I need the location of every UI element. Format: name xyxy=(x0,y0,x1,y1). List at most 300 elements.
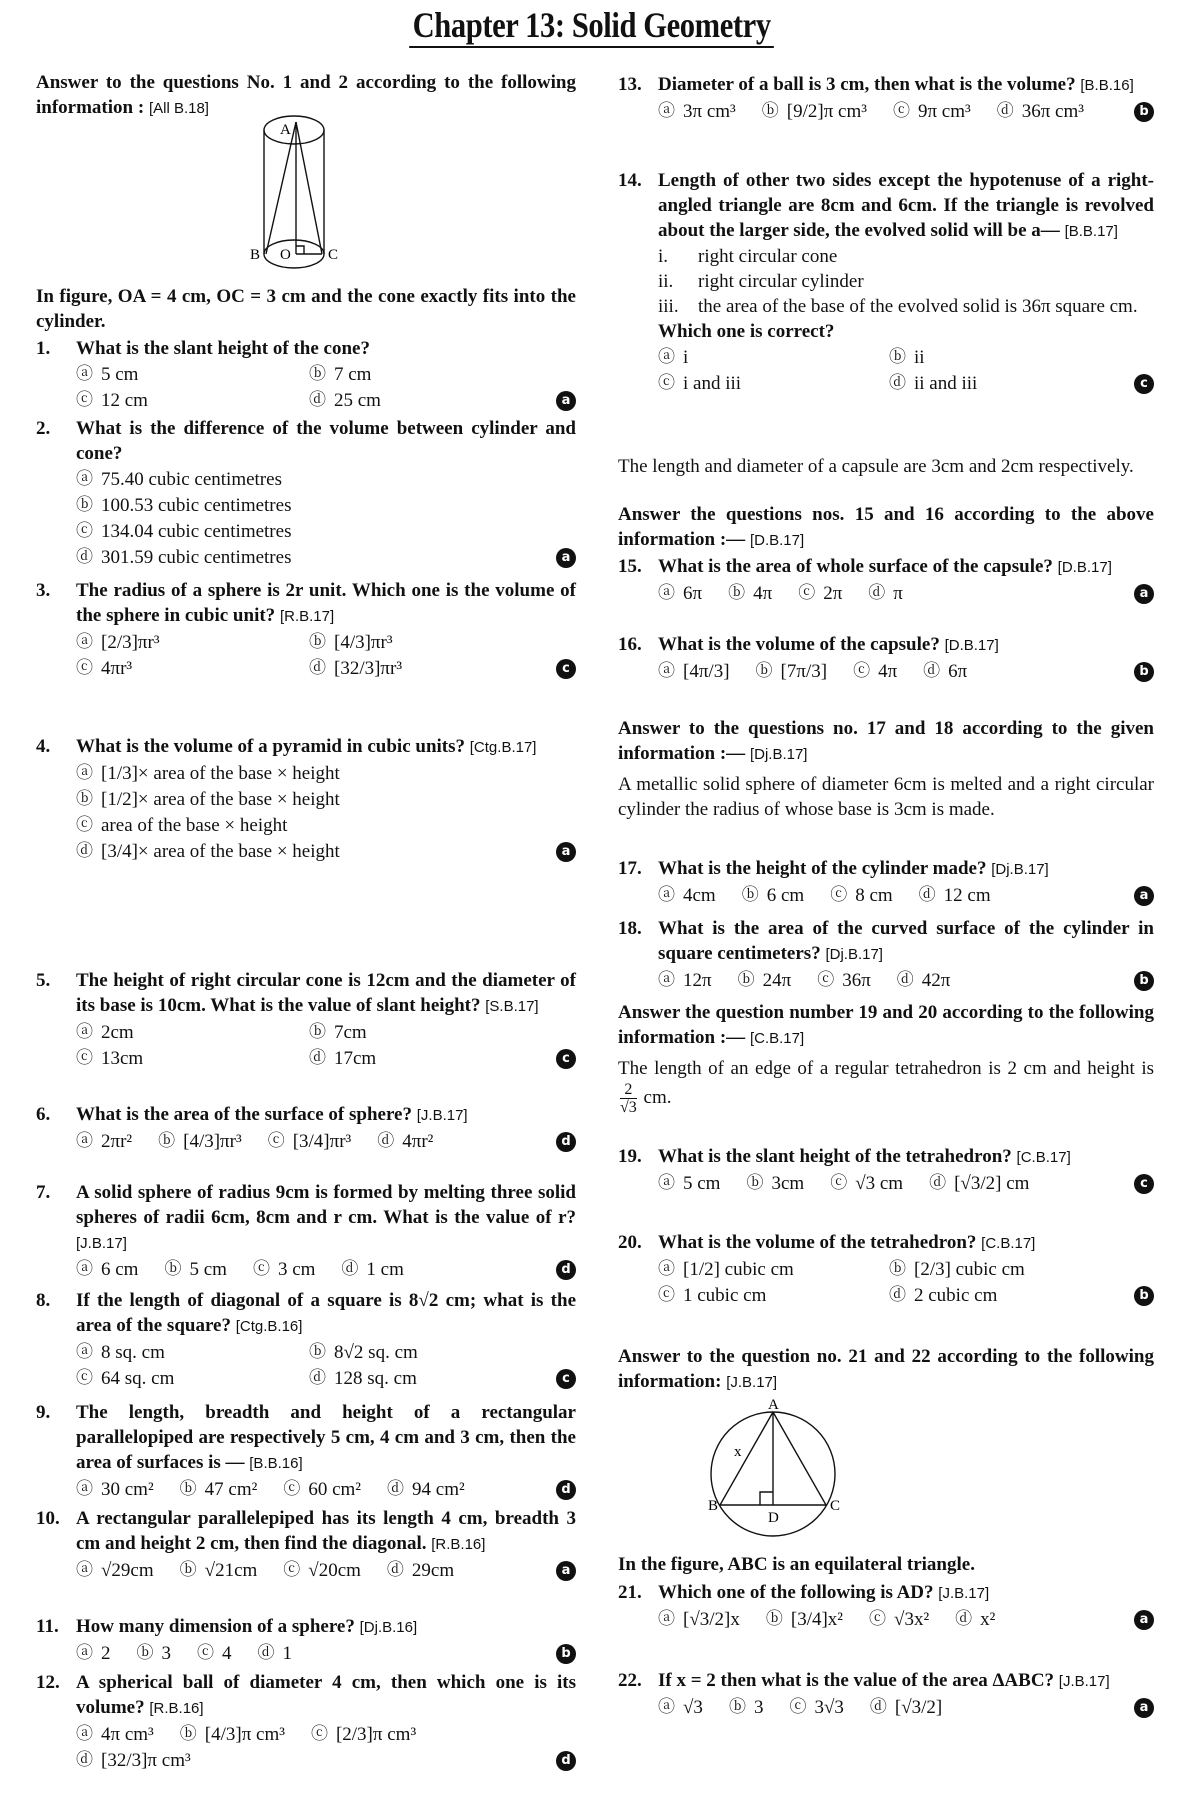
option-a[interactable] xyxy=(658,344,889,370)
question-stem: What is the slant height of the cone? xyxy=(76,338,370,359)
options-list xyxy=(76,1256,576,1282)
intro-text xyxy=(618,502,1154,553)
option-c[interactable] xyxy=(853,658,897,684)
option-d[interactable] xyxy=(923,658,967,684)
option-c[interactable] xyxy=(658,370,889,396)
options-list xyxy=(76,1721,576,1773)
svg-text:C: C xyxy=(830,1498,841,1514)
option-text: 75.40 cubic centimetres xyxy=(101,468,282,490)
option-text: 6 cm xyxy=(101,1258,139,1280)
option-letter-c-icon: ⓒ xyxy=(252,1258,270,1279)
answer-badge: d xyxy=(556,1132,576,1152)
intro-text xyxy=(618,1000,1154,1051)
option-b[interactable] xyxy=(746,1170,804,1196)
option-text: 25 cm xyxy=(334,389,381,411)
answer-badge: c xyxy=(556,659,576,679)
question-stem: The radius of a sphere is 2r unit. Which one is the volume of the sphere in cubic unit? xyxy=(76,580,576,626)
intro-sentence: In figure, OA = 4 cm, OC = 3 cm and the cone exactly fits into the cylinder. xyxy=(36,286,576,332)
chapter-title: Chapter 13: Solid Geometry xyxy=(410,4,775,48)
question-text xyxy=(76,1400,576,1476)
option-text: ii and iii xyxy=(914,372,978,394)
option-c[interactable] xyxy=(76,655,309,681)
answer-badge: b xyxy=(1134,662,1154,682)
question-text xyxy=(658,1580,1154,1606)
option-d[interactable] xyxy=(387,1476,465,1502)
option-letter-d-icon: ⓓ xyxy=(996,100,1014,121)
option-a[interactable] xyxy=(76,1476,154,1502)
option-letter-a-icon: ⓐ xyxy=(658,582,675,603)
option-a[interactable] xyxy=(76,760,542,786)
option-letter-c-icon: ⓒ xyxy=(267,1130,285,1151)
board-reference: [Dj.B.17] xyxy=(749,746,808,763)
question-body xyxy=(618,1580,1154,1632)
option-b[interactable] xyxy=(180,1476,258,1502)
question-number: 14. xyxy=(618,170,642,191)
option-letter-b-icon: ⓑ xyxy=(309,631,326,652)
question-17 xyxy=(618,856,1154,908)
option-text: 2π xyxy=(823,582,843,604)
option-c[interactable] xyxy=(197,1640,232,1666)
option-text: 6π xyxy=(948,660,968,682)
question-1 xyxy=(36,336,576,413)
option-d[interactable] xyxy=(955,1606,995,1632)
option-c[interactable] xyxy=(253,1256,315,1282)
question-text xyxy=(76,578,576,629)
answer-badge: c xyxy=(1134,374,1154,394)
figure-block xyxy=(36,112,576,279)
question-text xyxy=(658,632,1154,658)
question-stem: A spherical ball of diameter 4 cm, then which one is its volume? xyxy=(76,1672,576,1718)
option-c[interactable] xyxy=(817,967,871,993)
option-a[interactable] xyxy=(658,1606,740,1632)
option-letter-c-icon: ⓒ xyxy=(789,1696,807,1717)
option-c[interactable] xyxy=(869,1606,929,1632)
option-c[interactable] xyxy=(893,98,971,124)
option-letter-a-icon: ⓐ xyxy=(76,468,93,489)
intro-text xyxy=(618,716,1154,767)
option-c[interactable] xyxy=(830,1170,903,1196)
option-letter-b-icon: ⓑ xyxy=(164,1258,182,1279)
board-reference: [C.B.17] xyxy=(749,1030,805,1047)
option-a[interactable] xyxy=(658,1694,703,1720)
option-letter-b-icon: ⓑ xyxy=(765,1608,783,1629)
option-c[interactable] xyxy=(268,1128,352,1154)
option-a[interactable] xyxy=(658,967,712,993)
option-letter-d-icon: ⓓ xyxy=(918,884,936,905)
statement-number: ii. xyxy=(658,271,674,292)
option-letter-a-icon: ⓐ xyxy=(658,884,675,905)
option-a[interactable] xyxy=(658,1170,720,1196)
option-d[interactable] xyxy=(889,370,1120,396)
option-d[interactable] xyxy=(377,1128,433,1154)
option-a[interactable] xyxy=(76,1019,309,1045)
option-letter-a-icon: ⓐ xyxy=(658,1696,675,1717)
question-prompt: Which one is correct? xyxy=(658,321,835,342)
option-letter-b-icon: ⓑ xyxy=(728,582,746,603)
info-text xyxy=(618,1056,1154,1116)
board-reference: [R.B.17] xyxy=(279,608,335,625)
option-text: 3cm xyxy=(771,1172,805,1194)
option-d[interactable] xyxy=(76,544,542,570)
question-number: 10. xyxy=(36,1508,60,1529)
option-b[interactable] xyxy=(766,1606,843,1632)
option-text: i xyxy=(683,346,689,368)
option-letter-a-icon: ⓐ xyxy=(76,1130,93,1151)
option-letter-c-icon: ⓒ xyxy=(310,1723,328,1744)
option-a[interactable] xyxy=(76,1557,154,1583)
option-a[interactable] xyxy=(658,658,730,684)
question-body xyxy=(36,336,576,413)
question-text xyxy=(76,416,576,466)
options-list xyxy=(76,1019,576,1071)
option-d[interactable] xyxy=(76,1747,191,1773)
statement xyxy=(658,294,1154,319)
option-text: 29cm xyxy=(411,1559,455,1581)
option-b[interactable] xyxy=(180,1557,258,1583)
answer-badge: a xyxy=(556,1561,576,1581)
option-d[interactable] xyxy=(897,967,951,993)
option-text: 36π xyxy=(842,969,871,991)
question-6 xyxy=(36,1102,576,1154)
option-c[interactable] xyxy=(830,882,892,908)
option-a[interactable] xyxy=(658,882,716,908)
options-list xyxy=(76,1476,576,1502)
option-b[interactable] xyxy=(889,344,1120,370)
option-text: 301.59 cubic centimetres xyxy=(101,546,292,568)
option-d[interactable] xyxy=(309,387,542,413)
intro-block xyxy=(618,1344,1154,1395)
question-body xyxy=(618,1144,1154,1196)
option-letter-c-icon: ⓒ xyxy=(658,1284,675,1305)
question-stem: Length of other two sides except the hypotenuse of a right-angled triangle are 8cm and 6cm. If the triangle is revolved about the larger side, the evolved solid will be a— xyxy=(658,170,1154,241)
option-text: x² xyxy=(980,1608,996,1630)
option-letter-b-icon: ⓑ xyxy=(309,363,326,384)
answer-badge: d xyxy=(556,1260,576,1280)
option-a[interactable] xyxy=(76,1256,138,1282)
option-text: [√3/2] cm xyxy=(954,1172,1030,1194)
question-stem: What is the area of the curved surface of the cylinder in square centimeters? xyxy=(658,918,1154,964)
statement-number: i. xyxy=(658,246,669,267)
options-list xyxy=(658,580,1154,606)
question-19 xyxy=(618,1144,1154,1196)
options-list xyxy=(76,1640,576,1666)
options-list xyxy=(658,1606,1154,1632)
option-b[interactable] xyxy=(137,1640,172,1666)
options-list xyxy=(76,1339,576,1391)
option-letter-d-icon: ⓓ xyxy=(386,1559,404,1580)
statement xyxy=(658,269,1154,294)
answer-badge: b xyxy=(1134,1286,1154,1306)
options-list xyxy=(658,967,1154,993)
option-b[interactable] xyxy=(180,1721,285,1747)
option-b[interactable] xyxy=(742,882,804,908)
option-b[interactable] xyxy=(309,1339,542,1365)
question-number: 1. xyxy=(36,338,51,359)
option-d[interactable] xyxy=(341,1256,403,1282)
option-letter-c-icon: ⓒ xyxy=(76,1047,93,1068)
question-number: 21. xyxy=(618,1582,642,1603)
option-c[interactable] xyxy=(76,518,542,544)
statement-text: right circular cone xyxy=(698,246,838,267)
option-b[interactable] xyxy=(309,1019,542,1045)
option-d[interactable] xyxy=(309,1045,542,1071)
answer-badge: a xyxy=(556,391,576,411)
option-d[interactable] xyxy=(387,1557,454,1583)
question-5 xyxy=(36,968,576,1071)
question-text xyxy=(76,1614,576,1640)
info-block xyxy=(618,454,1154,479)
option-c[interactable] xyxy=(311,1721,416,1747)
question-body xyxy=(618,916,1154,993)
option-letter-d-icon: ⓓ xyxy=(923,660,941,681)
question-stem: What is the area of whole surface of the capsule? xyxy=(658,556,1053,577)
question-stem: How many dimension of a sphere? xyxy=(76,1616,355,1637)
options-list xyxy=(76,466,576,570)
option-a[interactable] xyxy=(76,1640,111,1666)
question-number: 6. xyxy=(36,1104,51,1125)
option-text: 3 cm xyxy=(277,1258,316,1280)
option-text: 6π xyxy=(683,582,703,604)
option-c[interactable] xyxy=(76,1045,309,1071)
option-text: 5 cm xyxy=(189,1258,227,1280)
option-letter-b-icon: ⓑ xyxy=(889,346,906,367)
option-d[interactable] xyxy=(870,1694,942,1720)
option-letter-b-icon: ⓑ xyxy=(309,1021,326,1042)
question-stem: The length, breadth and height of a rectangular parallelopiped are respectively 5 cm, 4 cm and 3 cm, then the area of surfaces is — xyxy=(76,1402,576,1473)
question-number: 7. xyxy=(36,1182,51,1203)
answer-badge: c xyxy=(1134,1174,1154,1194)
option-letter-c-icon: ⓒ xyxy=(869,1608,887,1629)
option-letter-b-icon: ⓑ xyxy=(179,1478,197,1499)
intro-sentence: Answer to the question no. 21 and 22 according to the following information: xyxy=(618,1346,1154,1392)
option-text: 2cm xyxy=(101,1021,134,1043)
text-run: cm. xyxy=(638,1086,672,1108)
option-text: [3/4]πr³ xyxy=(292,1130,352,1152)
option-text: 9π cm³ xyxy=(917,100,971,122)
statement-text: right circular cylinder xyxy=(698,271,864,292)
option-text: 7 cm xyxy=(334,363,372,385)
option-letter-c-icon: ⓒ xyxy=(283,1478,301,1499)
option-letter-c-icon: ⓒ xyxy=(853,660,871,681)
option-d[interactable] xyxy=(76,838,542,864)
question-text xyxy=(76,968,576,1019)
option-text: √29cm xyxy=(101,1559,154,1581)
answer-badge: a xyxy=(1134,1610,1154,1630)
question-12 xyxy=(36,1670,576,1773)
option-a[interactable] xyxy=(76,361,309,387)
intro-sentence: In the figure, ABC is an equilateral triangle. xyxy=(618,1554,975,1575)
option-letter-a-icon: ⓐ xyxy=(658,969,675,990)
option-letter-a-icon: ⓐ xyxy=(658,1172,675,1193)
option-b[interactable] xyxy=(76,492,542,518)
option-a[interactable] xyxy=(76,1721,154,1747)
option-letter-a-icon: ⓐ xyxy=(76,1642,93,1663)
board-reference: [B.B.16] xyxy=(1080,77,1134,94)
question-number: 18. xyxy=(618,918,642,939)
option-letter-a-icon: ⓐ xyxy=(658,346,675,367)
svg-text:D: D xyxy=(768,1510,779,1526)
question-stem: Diameter of a ball is 3 cm, then what is the volume? xyxy=(658,74,1076,95)
board-reference: [R.B.16] xyxy=(149,1700,204,1717)
option-letter-a-icon: ⓐ xyxy=(76,631,93,652)
option-text: 7cm xyxy=(334,1021,367,1043)
board-reference: [R.B.16] xyxy=(431,1536,486,1553)
option-text: 8 cm xyxy=(855,884,893,906)
option-b[interactable] xyxy=(158,1128,242,1154)
option-letter-a-icon: ⓐ xyxy=(658,100,675,121)
option-b[interactable] xyxy=(164,1256,226,1282)
intro-block xyxy=(618,1552,1154,1577)
option-text: 12π xyxy=(683,969,712,991)
question-body xyxy=(36,416,576,570)
option-b[interactable] xyxy=(729,1694,764,1720)
intro-sentence: Answer the question number 19 and 20 according to the following information :— xyxy=(618,1002,1154,1048)
question-body xyxy=(36,1670,576,1773)
question-18 xyxy=(618,916,1154,993)
option-a[interactable] xyxy=(76,629,309,655)
option-text: 4cm xyxy=(683,884,716,906)
option-letter-c-icon: ⓒ xyxy=(76,389,93,410)
answer-badge: b xyxy=(1134,971,1154,991)
option-c[interactable] xyxy=(283,1476,361,1502)
intro-block xyxy=(618,716,1154,767)
question-stem: The height of right circular cone is 12cm and the diameter of its base is 10cm. What is the value of slant height? xyxy=(76,970,576,1016)
intro-sentence: Answer to the questions No. 1 and 2 according to the following information : xyxy=(36,72,576,118)
board-reference: [S.B.17] xyxy=(485,998,539,1015)
question-body xyxy=(618,632,1154,684)
fraction-denominator: √3 xyxy=(620,1099,637,1116)
question-stem: A rectangular parallelepiped has its length 4 cm, breadth 3 cm and height 2 cm, then find the diagonal. xyxy=(76,1508,576,1554)
option-letter-b-icon: ⓑ xyxy=(76,494,93,515)
option-letter-b-icon: ⓑ xyxy=(728,1696,746,1717)
question-20 xyxy=(618,1230,1154,1308)
option-b[interactable] xyxy=(889,1256,1120,1282)
option-d[interactable] xyxy=(929,1170,1029,1196)
board-reference: [C.B.17] xyxy=(981,1235,1036,1252)
option-a[interactable] xyxy=(658,580,702,606)
question-text xyxy=(658,1144,1154,1170)
option-text: √3 cm xyxy=(855,1172,904,1194)
option-c[interactable] xyxy=(76,1365,309,1391)
options-list xyxy=(658,1256,1154,1308)
question-11 xyxy=(36,1614,576,1666)
option-a[interactable] xyxy=(658,98,736,124)
option-d[interactable] xyxy=(258,1640,293,1666)
option-b[interactable] xyxy=(756,658,828,684)
question-text xyxy=(658,72,1154,98)
option-c[interactable] xyxy=(658,1282,889,1308)
option-d[interactable] xyxy=(868,580,903,606)
question-number: 15. xyxy=(618,556,642,577)
option-text: 4 xyxy=(222,1642,232,1664)
option-letter-b-icon: ⓑ xyxy=(76,788,93,809)
option-b[interactable] xyxy=(762,98,867,124)
svg-text:B: B xyxy=(708,1498,719,1514)
option-letter-c-icon: ⓒ xyxy=(197,1642,214,1663)
option-a[interactable] xyxy=(76,1128,132,1154)
option-text: [1/2] cubic cm xyxy=(683,1258,794,1280)
question-body xyxy=(36,968,576,1071)
question-stem: What is the area of the surface of sphere? xyxy=(76,1104,412,1125)
option-d[interactable] xyxy=(309,1365,542,1391)
answer-badge: a xyxy=(556,548,576,568)
board-reference: [J.B.17] xyxy=(1058,1673,1110,1690)
option-text: [2/3]πr³ xyxy=(101,631,160,653)
option-letter-c-icon: ⓒ xyxy=(76,814,93,835)
option-d[interactable] xyxy=(997,98,1084,124)
answer-badge: a xyxy=(1134,886,1154,906)
option-letter-b-icon: ⓑ xyxy=(741,884,759,905)
option-text: [4/3]πr³ xyxy=(334,631,393,653)
question-stem: What is the volume of the tetrahedron? xyxy=(658,1232,977,1253)
option-b[interactable] xyxy=(76,786,542,812)
svg-text:O: O xyxy=(280,247,291,263)
option-a[interactable] xyxy=(76,1339,309,1365)
option-b[interactable] xyxy=(309,629,542,655)
option-text: 1 xyxy=(282,1642,292,1664)
question-body xyxy=(36,1506,576,1583)
option-letter-b-icon: ⓑ xyxy=(309,1341,326,1362)
board-reference: [Dj.B.17] xyxy=(991,861,1049,878)
svg-text:x: x xyxy=(734,1444,742,1460)
board-reference: [J.B.17] xyxy=(76,1235,127,1252)
fraction-numerator: 2 xyxy=(620,1081,637,1099)
option-c[interactable] xyxy=(76,812,542,838)
question-number: 12. xyxy=(36,1672,60,1693)
option-b[interactable] xyxy=(728,580,772,606)
board-reference: [D.B.17] xyxy=(749,532,805,549)
option-d[interactable] xyxy=(309,655,542,681)
option-d[interactable] xyxy=(889,1282,1120,1308)
circle-triangle-figure xyxy=(618,1398,1154,1546)
option-a[interactable] xyxy=(658,1256,889,1282)
option-d[interactable] xyxy=(919,882,991,908)
intro-block xyxy=(618,1000,1154,1051)
option-text: 1 cubic cm xyxy=(683,1284,767,1306)
option-c[interactable] xyxy=(76,387,309,413)
option-b[interactable] xyxy=(309,361,542,387)
option-text: [√3/2]x xyxy=(683,1608,740,1630)
question-text xyxy=(658,1668,1154,1694)
option-letter-b-icon: ⓑ xyxy=(158,1130,176,1151)
question-10 xyxy=(36,1506,576,1583)
question-22 xyxy=(618,1668,1154,1720)
question-number: 16. xyxy=(618,634,642,655)
option-letter-c-icon: ⓒ xyxy=(76,657,93,678)
option-c[interactable] xyxy=(789,1694,843,1720)
option-text: 4πr² xyxy=(402,1130,434,1152)
option-a[interactable] xyxy=(76,466,542,492)
board-reference: [B.B.17] xyxy=(1064,223,1118,240)
option-text: 128 sq. cm xyxy=(334,1367,417,1389)
question-stem: What is the height of the cylinder made? xyxy=(658,858,987,879)
question-14 xyxy=(618,168,1154,396)
question-text xyxy=(76,734,576,760)
board-reference: [J.B.17] xyxy=(938,1585,990,1602)
option-text: 6 cm xyxy=(766,884,805,906)
option-letter-c-icon: ⓒ xyxy=(830,1172,848,1193)
option-text: [32/3]πr³ xyxy=(334,657,403,679)
option-b[interactable] xyxy=(738,967,792,993)
answer-badge: a xyxy=(1134,1698,1154,1718)
option-text: [4π/3] xyxy=(683,660,730,682)
question-text xyxy=(658,856,1154,882)
option-c[interactable] xyxy=(798,580,842,606)
option-c[interactable] xyxy=(283,1557,361,1583)
question-number: 22. xyxy=(618,1670,642,1691)
board-reference: [Dj.B.17] xyxy=(825,946,883,963)
board-reference: [J.B.17] xyxy=(416,1107,468,1124)
